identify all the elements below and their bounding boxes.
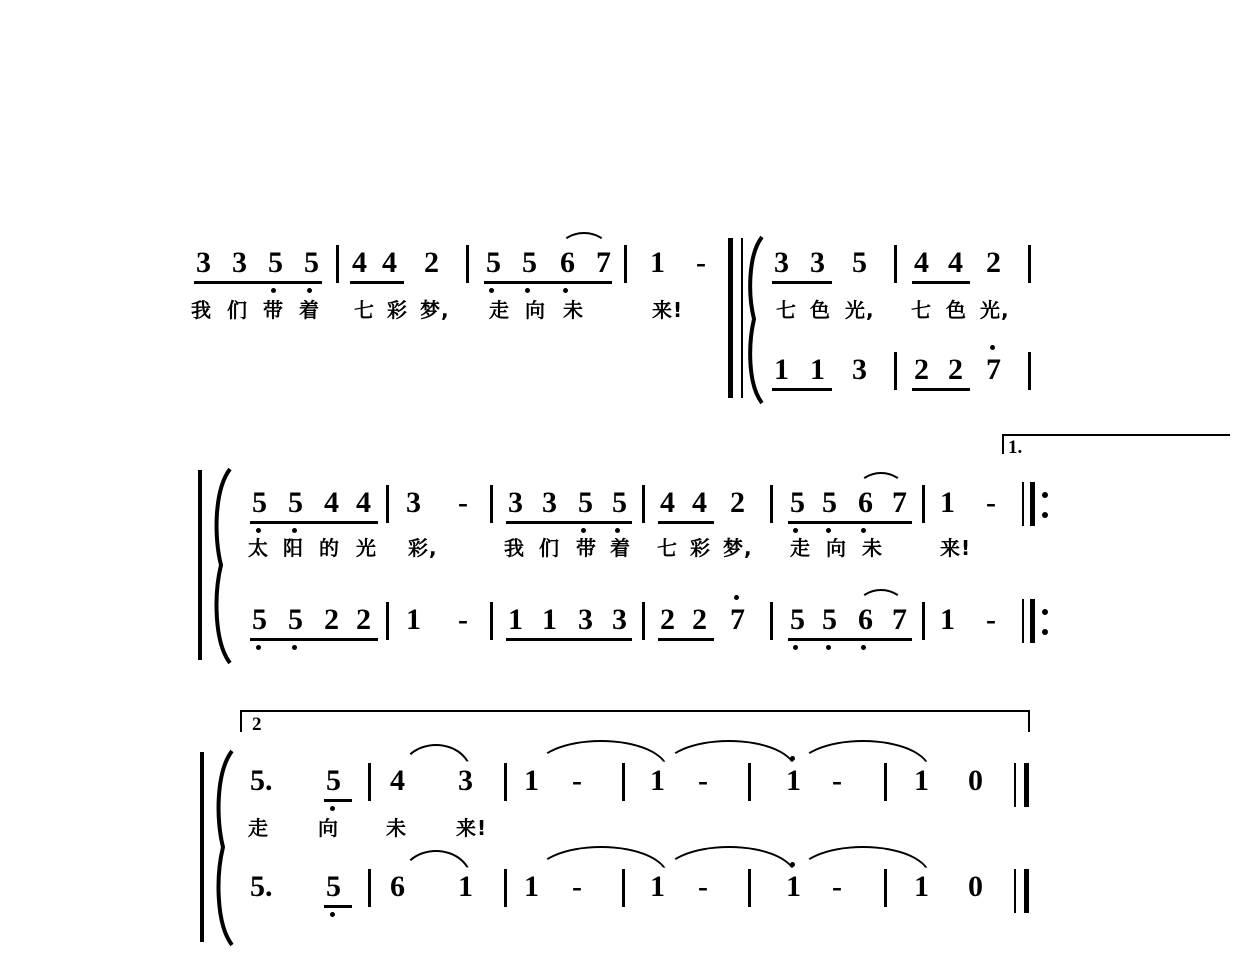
- note: 3: [612, 603, 627, 636]
- note: 2: [692, 603, 707, 636]
- final-barline-thin: [1014, 869, 1016, 913]
- note: 5.: [250, 764, 273, 797]
- note: 3: [196, 246, 211, 279]
- octave-dot: [615, 528, 620, 533]
- lyric-syllable: 七: [911, 298, 932, 322]
- note: 1: [524, 870, 539, 903]
- tie: [796, 846, 930, 876]
- barline: [490, 485, 493, 523]
- lyric-syllable: 向: [525, 298, 546, 322]
- final-barline-thick: [1024, 869, 1029, 913]
- barline: [642, 485, 645, 523]
- repeat-dot: [1042, 512, 1048, 518]
- note: 6: [390, 870, 405, 903]
- beam: [484, 281, 612, 284]
- octave-dot: [307, 288, 312, 293]
- repeat-dot: [1042, 629, 1048, 635]
- barline: [894, 245, 897, 283]
- note: 5: [822, 603, 837, 636]
- beam: [772, 388, 832, 391]
- note: 3: [232, 246, 247, 279]
- slur: [858, 589, 904, 605]
- lyric-syllable: 梦,: [420, 298, 450, 322]
- beam: [658, 521, 714, 524]
- note-extension: -: [458, 603, 468, 636]
- octave-dot: [790, 862, 795, 867]
- lyric-syllable: 太: [248, 536, 269, 560]
- barline: [1028, 245, 1031, 283]
- system-barline: [200, 752, 204, 942]
- lyric-syllable: 来!: [456, 816, 488, 840]
- lyric-syllable: 我: [191, 298, 212, 322]
- ending-bracket-2: [240, 710, 1030, 732]
- octave-dot: [256, 528, 261, 533]
- note: 3: [508, 486, 523, 519]
- octave-dot: [271, 288, 276, 293]
- note: 4: [390, 764, 405, 797]
- lyric-syllable: 色: [810, 298, 831, 322]
- note: 1: [650, 870, 665, 903]
- beam: [250, 638, 378, 641]
- slur: [560, 232, 608, 248]
- note: 1: [786, 764, 801, 797]
- beam: [194, 281, 322, 284]
- note: 4: [352, 246, 367, 279]
- lyric-syllable: 七: [657, 536, 678, 560]
- lyric-syllable: 未: [563, 298, 584, 322]
- note: 5: [612, 486, 627, 519]
- beam: [912, 281, 970, 284]
- barline: [642, 602, 645, 640]
- note: 3: [542, 486, 557, 519]
- repeat-barline-thin: [1022, 482, 1024, 526]
- note: 1: [810, 353, 825, 386]
- note: 5: [304, 246, 319, 279]
- note: 2: [660, 603, 675, 636]
- note: 1: [774, 353, 789, 386]
- slur: [400, 744, 472, 774]
- note-extension: -: [572, 764, 582, 797]
- note: 1: [914, 870, 929, 903]
- barline: [748, 763, 751, 801]
- barline: [504, 869, 507, 907]
- note: 5: [822, 486, 837, 519]
- lyric-syllable: 七: [354, 298, 375, 322]
- lyric-syllable: 七: [776, 298, 797, 322]
- note-extension: -: [572, 870, 582, 903]
- octave-dot: [581, 528, 586, 533]
- note: 5: [522, 246, 537, 279]
- lyric-syllable: 光,: [845, 298, 875, 322]
- note: 2: [948, 353, 963, 386]
- lyric-syllable: 梦,: [723, 536, 753, 560]
- note: 3: [578, 603, 593, 636]
- note: 4: [948, 246, 963, 279]
- note: 1: [650, 764, 665, 797]
- barline: [504, 763, 507, 801]
- note: 5: [790, 486, 805, 519]
- beam: [658, 638, 714, 641]
- barline: [368, 869, 371, 907]
- lyric-syllable: 向: [826, 536, 847, 560]
- lyric-syllable: 走: [790, 536, 811, 560]
- octave-dot: [826, 528, 831, 533]
- note: 0: [968, 870, 983, 903]
- barline: [894, 352, 897, 390]
- barline: [1028, 352, 1031, 390]
- octave-dot: [489, 288, 494, 293]
- barline: [770, 485, 773, 523]
- ending-label: 1.: [1008, 437, 1023, 458]
- octave-dot: [826, 645, 831, 650]
- note: 2: [730, 486, 745, 519]
- barline: [884, 869, 887, 907]
- octave-dot: [330, 806, 335, 811]
- barline: [922, 485, 925, 523]
- lyric-syllable: 色: [946, 298, 967, 322]
- lyric-syllable: 光,: [980, 298, 1010, 322]
- tie: [662, 740, 796, 770]
- note: 3: [458, 764, 473, 797]
- note: 5: [288, 486, 303, 519]
- octave-dot: [734, 595, 739, 600]
- note: 0: [968, 764, 983, 797]
- note: 2: [914, 353, 929, 386]
- stave-brace: [206, 466, 236, 666]
- note-extension: -: [698, 764, 708, 797]
- note: 5: [268, 246, 283, 279]
- lyric-syllable: 光: [356, 536, 377, 560]
- octave-dot: [563, 288, 568, 293]
- note: 1: [940, 486, 955, 519]
- note: 4: [324, 486, 339, 519]
- note: 1: [524, 764, 539, 797]
- octave-dot: [525, 288, 530, 293]
- note: 6: [560, 246, 575, 279]
- repeat-barline-thick: [1030, 599, 1035, 643]
- note: 3: [406, 486, 421, 519]
- octave-dot: [330, 912, 335, 917]
- lyric-syllable: 彩: [387, 298, 408, 322]
- octave-dot: [990, 345, 995, 350]
- note: 5: [252, 486, 267, 519]
- note-extension: -: [832, 764, 842, 797]
- beam: [912, 388, 970, 391]
- lyric-syllable: 彩,: [408, 536, 438, 560]
- note: 2: [324, 603, 339, 636]
- barline: [386, 602, 389, 640]
- note-extension: -: [698, 870, 708, 903]
- octave-dot: [790, 756, 795, 761]
- barline: [336, 245, 339, 283]
- lyric-syllable: 彩: [690, 536, 711, 560]
- lyric-syllable: 向: [318, 816, 339, 840]
- barline: [386, 485, 389, 523]
- repeat-dot: [1042, 492, 1048, 498]
- lyric-syllable: 我: [504, 536, 525, 560]
- lyric-syllable: 未: [862, 536, 883, 560]
- note: 6: [858, 486, 873, 519]
- octave-dot: [292, 528, 297, 533]
- note: 1: [508, 603, 523, 636]
- octave-dot: [256, 645, 261, 650]
- barline: [748, 869, 751, 907]
- note: 4: [356, 486, 371, 519]
- tie: [796, 740, 930, 770]
- note-extension: -: [986, 486, 996, 519]
- note: 2: [986, 246, 1001, 279]
- note: 7: [596, 246, 611, 279]
- note: 1: [914, 764, 929, 797]
- note: 7: [730, 603, 745, 636]
- lyric-syllable: 带: [576, 536, 597, 560]
- note: 6: [858, 603, 873, 636]
- barline: [884, 763, 887, 801]
- barline: [922, 602, 925, 640]
- lyric-syllable: 着: [610, 536, 631, 560]
- slur: [400, 850, 472, 880]
- beam: [788, 638, 912, 641]
- beam: [772, 281, 832, 284]
- note-extension: -: [458, 486, 468, 519]
- note: 5: [790, 603, 805, 636]
- lyric-syllable: 来!: [652, 298, 684, 322]
- note: 1: [940, 603, 955, 636]
- repeat-barline: [728, 238, 733, 398]
- lyric-syllable: 们: [227, 298, 248, 322]
- note: 5: [252, 603, 267, 636]
- note: 2: [356, 603, 371, 636]
- note: 1: [786, 870, 801, 903]
- note: 5: [486, 246, 501, 279]
- note: 3: [810, 246, 825, 279]
- repeat-barline-thin: [1022, 599, 1024, 643]
- beam: [250, 521, 378, 524]
- system-barline: [198, 470, 202, 660]
- note: 4: [914, 246, 929, 279]
- octave-dot: [861, 528, 866, 533]
- note: 3: [852, 353, 867, 386]
- barline: [770, 602, 773, 640]
- note: 4: [692, 486, 707, 519]
- note: 1: [458, 870, 473, 903]
- barline: [622, 763, 625, 801]
- note: 1: [406, 603, 421, 636]
- lyric-syllable: 未: [386, 816, 407, 840]
- note-extension: -: [696, 246, 706, 279]
- barline: [622, 869, 625, 907]
- note: 7: [892, 486, 907, 519]
- stave-brace: [208, 748, 238, 948]
- note: 2: [424, 246, 439, 279]
- barline: [624, 245, 627, 283]
- note-extension: -: [986, 603, 996, 636]
- lyric-syllable: 带: [263, 298, 284, 322]
- beam: [324, 799, 352, 802]
- lyric-syllable: 着: [299, 298, 320, 322]
- barline: [466, 245, 469, 283]
- beam: [788, 521, 912, 524]
- lyric-syllable: 们: [539, 536, 560, 560]
- note-extension: -: [832, 870, 842, 903]
- note: 7: [892, 603, 907, 636]
- beam: [506, 521, 632, 524]
- note: 3: [774, 246, 789, 279]
- octave-dot: [861, 645, 866, 650]
- barline: [490, 602, 493, 640]
- final-barline-thick: [1024, 763, 1029, 807]
- octave-dot: [793, 528, 798, 533]
- stave-brace: [742, 235, 768, 405]
- lyric-syllable: 走: [248, 816, 269, 840]
- tie: [534, 740, 668, 770]
- final-barline-thin: [1014, 763, 1016, 807]
- lyric-syllable: 的: [319, 536, 340, 560]
- tie: [662, 846, 796, 876]
- lyric-syllable: 来!: [940, 536, 972, 560]
- note: 5: [288, 603, 303, 636]
- lyric-syllable: 走: [489, 298, 510, 322]
- beam: [324, 905, 352, 908]
- repeat-barline-thick: [1030, 482, 1035, 526]
- ending-label: 2: [252, 714, 262, 735]
- octave-dot: [292, 645, 297, 650]
- beam: [506, 638, 632, 641]
- note: 5: [852, 246, 867, 279]
- note: 5: [326, 870, 341, 903]
- note: 7: [986, 353, 1001, 386]
- note: 4: [660, 486, 675, 519]
- tie: [534, 846, 668, 876]
- slur: [858, 472, 904, 488]
- note: 5.: [250, 870, 273, 903]
- octave-dot: [793, 645, 798, 650]
- note: 4: [382, 246, 397, 279]
- note: 1: [542, 603, 557, 636]
- barline: [368, 763, 371, 801]
- beam: [350, 281, 404, 284]
- repeat-dot: [1042, 609, 1048, 615]
- note: 5: [578, 486, 593, 519]
- note: 1: [650, 246, 665, 279]
- ending-bracket-1: [1002, 434, 1230, 454]
- lyric-syllable: 阳: [283, 536, 304, 560]
- note: 5: [326, 764, 341, 797]
